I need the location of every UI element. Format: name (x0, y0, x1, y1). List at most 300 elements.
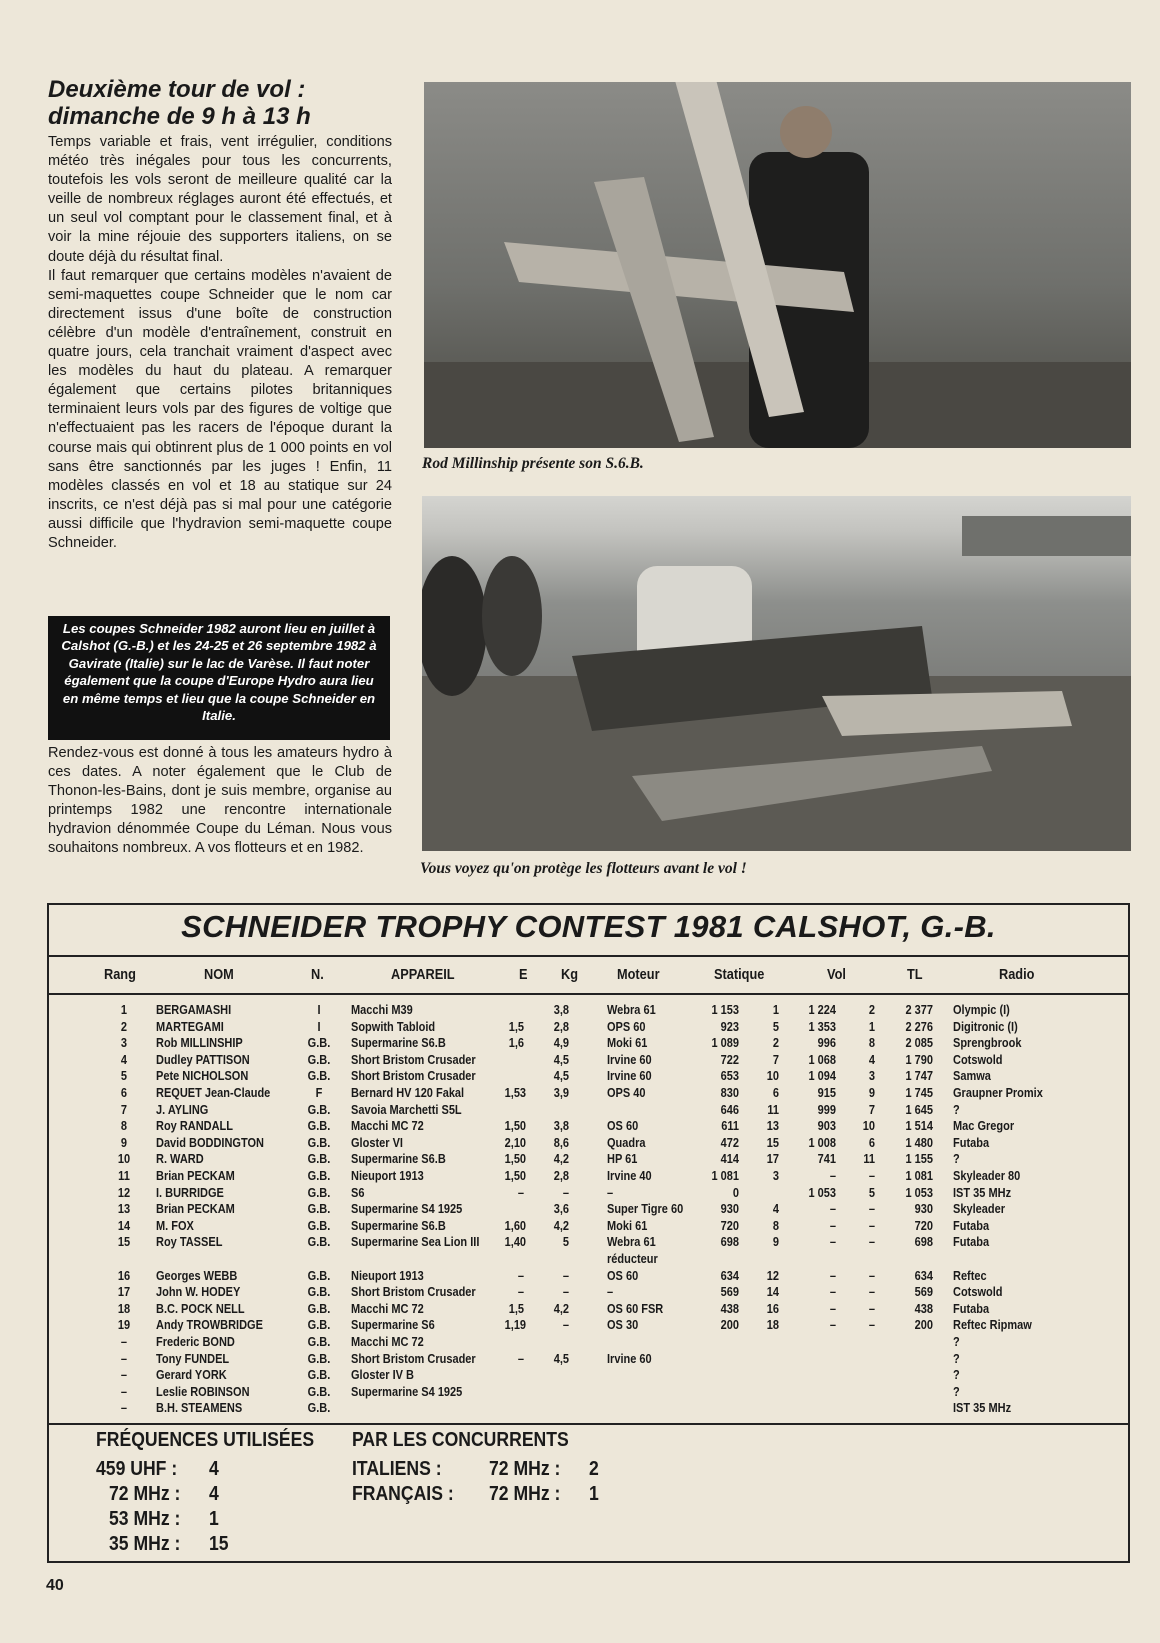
table-cell-vr: 1 (868, 1019, 875, 1034)
table-cell-appareil: Supermarine S6.B (351, 1152, 446, 1167)
table-cell-nom: Rob MILLINSHIP (156, 1036, 243, 1051)
table-cell-radio: ? (953, 1102, 960, 1117)
table-cell-vol: – (829, 1285, 836, 1300)
table-cell-rang: 17 (117, 1285, 131, 1300)
table-cell-rang: – (120, 1351, 128, 1366)
table-cell-n: G.B. (307, 1169, 331, 1183)
table-cell-rang: 7 (120, 1102, 128, 1117)
table-cell-appareil: Macchi M39 (351, 1003, 413, 1017)
table-cell-n: G.B. (307, 1052, 331, 1067)
table-cell-nom: REQUET Jean-Claude (156, 1086, 271, 1100)
table-cell-sr: 14 (766, 1285, 779, 1300)
table-cell-n: G.B. (307, 1268, 331, 1283)
table-cell-rang: 14 (117, 1218, 131, 1233)
freq-count: 2 (589, 1458, 599, 1480)
table-cell-radio: Sprengbrook (953, 1036, 1022, 1051)
table-cell-sr: 1 (772, 1003, 779, 1017)
table-cell-moteur: OS 60 (607, 1119, 639, 1134)
column-header-radio: Radio (999, 967, 1035, 983)
divider (49, 1423, 1128, 1425)
table-cell-appareil: Macchi MC 72 (351, 1119, 424, 1134)
table-cell-kg: – (562, 1185, 569, 1200)
table-cell-nom: B.C. POCK NELL (156, 1301, 245, 1316)
table-cell-n: G.B. (307, 1384, 331, 1399)
table-cell-vol: 741 (817, 1152, 836, 1167)
table-cell-rang: – (120, 1335, 128, 1349)
table-cell-vr: – (868, 1235, 875, 1250)
table-cell-n: G.B. (307, 1285, 331, 1300)
table-cell-radio: Samwa (953, 1069, 991, 1084)
table-cell-radio: ? (953, 1351, 960, 1366)
table-cell-rang: 18 (117, 1301, 131, 1316)
table-cell-moteur: Moki 61 (607, 1036, 648, 1051)
table-cell-tl: 1 645 (905, 1102, 933, 1117)
table-cell-moteur: – (607, 1185, 614, 1200)
column-header-n: N. (311, 967, 324, 983)
table-cell-rang: – (120, 1384, 128, 1399)
table-cell-vr: 7 (868, 1102, 875, 1117)
table-cell-nom: Dudley PATTISON (156, 1052, 250, 1067)
table-cell-sr: 17 (766, 1152, 779, 1167)
table-cell-tl: 1 745 (905, 1086, 933, 1100)
table-cell-kg: 4,5 (553, 1069, 569, 1084)
table-cell-n: G.B. (307, 1202, 331, 1217)
table-cell-radio: Reftec Ripmaw (953, 1318, 1032, 1333)
table-cell-e: 1,50 (504, 1152, 527, 1167)
table-cell-vol: – (829, 1202, 836, 1217)
table-cell-kg: 4,2 (553, 1301, 569, 1316)
table-cell-statique: 569 (720, 1285, 739, 1300)
table-cell-appareil: Nieuport 1913 (351, 1169, 424, 1183)
table-cell-rang: 2 (120, 1019, 128, 1034)
table-cell-radio: Digitronic (I) (953, 1019, 1018, 1034)
freq-band: 72 MHz : (109, 1483, 181, 1505)
table-cell-appareil: Short Bristom Crusader (351, 1285, 476, 1300)
table-cell-kg: 3,8 (553, 1003, 569, 1017)
table-cell-vol: 996 (817, 1036, 836, 1051)
table-cell-rang: 10 (117, 1152, 131, 1167)
freq-band: 53 MHz : (109, 1508, 181, 1530)
photo-caption: Rod Millinship présente son S.6.B. (422, 455, 644, 472)
table-cell-kg: – (562, 1285, 569, 1300)
table-cell-statique: 698 (720, 1235, 739, 1250)
table-cell-vr: – (868, 1218, 875, 1233)
table-cell-appareil: Supermarine S4 1925 (351, 1384, 463, 1399)
info-box: Les coupes Schneider 1982 auront lieu en juillet à Calshot (G.-B.) et les 24-25 et 26 septembre 1982 à Gavirate (Italie) sur le lac de Varèse. Il faut noter également que la coupe d'Europe Hydro aura lieu en même temps et lieu que la coupe Schneider en Italie. (48, 616, 390, 740)
table-cell-tl: 930 (914, 1202, 933, 1217)
table-cell-rang: 5 (120, 1069, 128, 1084)
photo-pilots-on-beach (422, 496, 1131, 851)
table-cell-n: G.B. (307, 1185, 331, 1200)
seaplane-photo-illustration (424, 82, 1131, 448)
section-heading: dimanche de 9 h à 13 h (48, 103, 311, 130)
table-cell-radio: IST 35 MHz (953, 1185, 1012, 1200)
table-cell-statique: 1 153 (711, 1003, 739, 1017)
table-cell-statique: 923 (720, 1019, 739, 1034)
table-cell-appareil: Short Bristom Crusader (351, 1351, 476, 1366)
table-cell-e: – (517, 1185, 524, 1200)
table-cell-tl: 2 085 (905, 1036, 933, 1051)
table-cell-nom: M. FOX (156, 1218, 194, 1233)
table-cell-rang: 12 (117, 1185, 131, 1200)
table-cell-n: G.B. (307, 1218, 331, 1233)
freq-title: FRÉQUENCES UTILISÉES (96, 1429, 315, 1451)
table-cell-e: 1,40 (504, 1235, 527, 1250)
table-cell-moteur: – (607, 1285, 614, 1300)
freq-count: 4 (209, 1458, 219, 1480)
table-cell-appareil: Supermarine S6.B (351, 1036, 446, 1051)
table-cell-vol: – (829, 1218, 836, 1233)
table-cell-radio: Futaba (953, 1135, 990, 1150)
table-cell-vol: – (829, 1301, 836, 1316)
table-cell-radio: Skyleader (953, 1202, 1005, 1217)
table-cell-statique: 720 (720, 1218, 739, 1233)
table-cell-e: 1,5 (508, 1301, 524, 1316)
table-cell-vol: – (829, 1318, 836, 1333)
table-cell-kg: – (562, 1268, 569, 1283)
table-cell-kg: 3,9 (553, 1086, 569, 1100)
table-cell-radio: Futaba (953, 1301, 990, 1316)
table-cell-moteur: Quadra (607, 1135, 646, 1150)
table-cell-tl: 438 (914, 1301, 933, 1316)
table-cell-radio: Cotswold (953, 1052, 1003, 1067)
table-cell-appareil: Supermarine S4 1925 (351, 1202, 463, 1217)
beach-photo-illustration (422, 496, 1131, 851)
table-cell-kg: 4,5 (553, 1351, 569, 1366)
table-cell-sr: 13 (766, 1119, 779, 1134)
table-cell-nom: Frederic BOND (156, 1335, 235, 1349)
table-cell-nom: Tony FUNDEL (156, 1351, 230, 1366)
table-cell-n: G.B. (307, 1351, 331, 1366)
table-cell-n: G.B. (307, 1152, 331, 1167)
table-cell-nom: Roy TASSEL (156, 1235, 223, 1250)
table-cell-vol: – (829, 1235, 836, 1250)
table-cell-moteur: OS 60 FSR (607, 1301, 664, 1316)
table-cell-vol: 999 (817, 1102, 836, 1117)
table-cell-vr: 10 (862, 1119, 875, 1134)
table-cell-tl: 1 790 (905, 1052, 933, 1067)
table-cell-kg: 4,2 (553, 1152, 569, 1167)
column-header-vol: Vol (827, 967, 846, 983)
freq-count: 1 (589, 1483, 599, 1505)
table-cell-rang: 13 (117, 1202, 131, 1217)
table-cell-moteur: réducteur (607, 1252, 658, 1266)
table-cell-statique: 634 (720, 1268, 739, 1283)
table-cell-tl: 2 377 (905, 1003, 933, 1017)
table-cell-sr: 3 (772, 1169, 779, 1183)
results-table (47, 903, 1130, 1563)
table-cell-appareil: Supermarine S6 (351, 1318, 435, 1333)
table-cell-n: G.B. (307, 1036, 331, 1051)
table-cell-nom: Leslie ROBINSON (156, 1384, 250, 1399)
table-cell-moteur: Irvine 40 (607, 1169, 652, 1183)
table-title: SCHNEIDER TROPHY CONTEST 1981 CALSHOT, G.-B. (181, 909, 996, 944)
table-cell-e: – (517, 1285, 524, 1300)
column-header-kg: Kg (561, 967, 579, 983)
freq-count: 15 (209, 1533, 229, 1555)
table-cell-nom: Pete NICHOLSON (156, 1069, 249, 1084)
table-cell-n: F (315, 1086, 323, 1100)
table-cell-radio: ? (953, 1335, 960, 1349)
column-header-rang: Rang (104, 967, 136, 983)
table-cell-n: I (317, 1003, 321, 1017)
table-cell-appareil: Supermarine S6.B (351, 1218, 446, 1233)
table-cell-vr: 11 (863, 1152, 875, 1167)
table-cell-n: G.B. (307, 1119, 331, 1134)
table-cell-statique: 646 (720, 1102, 739, 1117)
table-cell-moteur: Super Tigre 60 (607, 1202, 684, 1217)
table-cell-nom: J. AYLING (156, 1102, 209, 1117)
table-cell-rang: 15 (117, 1235, 131, 1250)
table-cell-moteur: OPS 40 (607, 1086, 646, 1100)
table-cell-vol: 903 (817, 1119, 836, 1134)
table-cell-tl: 1 155 (905, 1152, 933, 1167)
table-cell-appareil: Nieuport 1913 (351, 1268, 424, 1283)
table-cell-moteur: HP 61 (607, 1152, 638, 1167)
table-cell-nom: Roy RANDALL (156, 1119, 233, 1134)
table-cell-nom: MARTEGAMI (156, 1019, 224, 1034)
table-cell-appareil: Short Bristom Crusader (351, 1069, 476, 1084)
table-cell-vol: – (829, 1268, 836, 1283)
table-cell-radio: Futaba (953, 1218, 990, 1233)
photo-caption: Vous voyez qu'on protège les flotteurs avant le vol ! (420, 860, 747, 877)
table-cell-e: 1,53 (504, 1086, 527, 1100)
column-header-appareil: APPAREIL (391, 967, 455, 983)
table-cell-tl: 1 480 (905, 1135, 933, 1150)
table-cell-statique: 414 (720, 1152, 739, 1167)
table-cell-radio: Mac Gregor (953, 1119, 1015, 1134)
table-cell-statique: 930 (720, 1202, 739, 1217)
freq-band: 35 MHz : (109, 1533, 181, 1555)
table-cell-vr: – (868, 1169, 875, 1183)
table-cell-tl: 200 (914, 1318, 933, 1333)
table-cell-vr: 6 (868, 1135, 875, 1150)
table-cell-kg: 4,9 (553, 1036, 569, 1051)
table-cell-tl: 698 (914, 1235, 933, 1250)
table-cell-e: 1,5 (508, 1019, 524, 1034)
table-cell-e: – (517, 1351, 524, 1366)
table-cell-kg: 3,8 (553, 1119, 569, 1134)
paragraph: Temps variable et frais, vent irrégulier, conditions météo très inégales pour tous les concurrents, toutefois les vols seront de meilleure qualité car la veille de nombreux réglages auront été effectués, et un seul vol comptant pour le classement final, et à voir la mine réjouie des supporters italiens, on se doute déjà du résultat final. (48, 134, 392, 265)
table-cell-tl: 634 (914, 1268, 933, 1283)
table-cell-sr: 4 (772, 1202, 779, 1217)
table-cell-kg: 3,6 (553, 1202, 569, 1217)
table-cell-rang: 1 (120, 1003, 128, 1017)
table-cell-sr: 18 (766, 1318, 779, 1333)
page-number: 40 (46, 1577, 64, 1594)
table-cell-radio: Olympic (I) (953, 1003, 1010, 1017)
table-cell-tl: 569 (914, 1285, 933, 1300)
table-cell-appareil: Supermarine Sea Lion III (351, 1235, 480, 1250)
paragraph: Rendez-vous est donné à tous les amateurs hydro à ces dates. A noter également que le Club de Thonon-les-Bains, dont je suis membre, organise au printemps 1982 une rencontre internationale hydravion dénommée Coupe du Léman. Nous vous souhaitons nombreux. A vos flotteurs et en 1982. (48, 745, 392, 857)
freq-country: ITALIENS : (352, 1458, 442, 1480)
table-cell-e: 1,60 (504, 1218, 527, 1233)
table-cell-appareil: Macchi MC 72 (351, 1335, 424, 1349)
table-cell-vr: 2 (868, 1003, 875, 1017)
table-cell-appareil: Bernard HV 120 Fakal (351, 1086, 465, 1100)
table-cell-radio: Futaba (953, 1235, 990, 1250)
table-cell-vr: 3 (868, 1069, 875, 1084)
table-cell-sr: 16 (766, 1301, 779, 1316)
table-cell-n: G.B. (307, 1335, 331, 1349)
table-cell-tl: 1 081 (905, 1169, 933, 1183)
table-cell-vr: – (868, 1301, 875, 1316)
table-cell-kg: 2,8 (553, 1169, 569, 1183)
table-cell-vr: 5 (868, 1185, 875, 1200)
table-cell-statique: 1 081 (711, 1169, 739, 1183)
freq-band: 459 UHF : (96, 1458, 178, 1480)
table-cell-appareil: Savoia Marchetti S5L (351, 1102, 462, 1117)
table-cell-n: G.B. (307, 1301, 331, 1316)
table-cell-e: – (517, 1268, 524, 1283)
paragraph: Il faut remarquer que certains modèles n'avaient de semi-maquettes coupe Schneider que le nom car directement issus d'une boîte de construction célèbre d'un modèle d'entraînement, construit en quatre jours, cela tranchait vraiment d'aspect avec les modèles du haut du plateau. A remarquer également que certains pilotes britanniques terminaient leurs vols par des figures de voltige que n'effectuaient pas les racers de l'époque durant la course mais qui obtinrent plus de 1 000 points en vol sans être sanctionnés par les juges ! Enfin, 11 modèles classés en vol et 18 au statique sur 24 inscrits, ce n'est déjà pas si mal pour une catégorie aussi difficile que l'hydravion semi-maquette coupe Schneider. (48, 267, 392, 551)
table-cell-vr: – (868, 1268, 875, 1283)
table-cell-statique: 438 (720, 1301, 739, 1316)
table-cell-nom: I. BURRIDGE (156, 1185, 224, 1200)
table-cell-n: G.B. (307, 1401, 331, 1416)
table-cell-vol: – (829, 1169, 836, 1183)
table-cell-appareil: S6 (351, 1185, 365, 1200)
table-cell-statique: 1 089 (711, 1036, 739, 1051)
table-cell-statique: 653 (720, 1069, 739, 1084)
table-cell-appareil: Sopwith Tabloid (351, 1019, 436, 1034)
freq-count: 1 (209, 1508, 219, 1530)
divider (49, 993, 1128, 995)
table-cell-moteur: OPS 60 (607, 1019, 646, 1034)
table-cell-nom: Andy TROWBRIDGE (156, 1318, 263, 1333)
table-cell-tl: 1 514 (905, 1119, 933, 1134)
table-cell-radio: ? (953, 1152, 960, 1167)
table-cell-sr: 9 (772, 1235, 779, 1250)
table-cell-appareil: Macchi MC 72 (351, 1301, 424, 1316)
table-cell-sr: 10 (766, 1069, 779, 1084)
table-cell-statique: 472 (720, 1135, 739, 1150)
table-cell-moteur: Irvine 60 (607, 1069, 652, 1084)
table-cell-moteur: Webra 61 (607, 1235, 656, 1250)
column-header-statique: Statique (714, 967, 765, 983)
table-cell-n: G.B. (307, 1318, 331, 1333)
table-cell-vol: 1 053 (808, 1185, 836, 1200)
table-cell-moteur: OS 30 (607, 1318, 639, 1333)
table-cell-e: 1,50 (504, 1169, 527, 1183)
table-cell-moteur: Moki 61 (607, 1218, 648, 1233)
table-cell-nom: BERGAMASHI (156, 1003, 232, 1017)
table-cell-radio: IST 35 MHz (953, 1401, 1012, 1416)
freq-band: 72 MHz : (489, 1458, 561, 1480)
table-cell-rang: 6 (120, 1086, 128, 1100)
photo-rod-millinship (424, 82, 1131, 448)
table-cell-kg: – (562, 1318, 569, 1333)
table-cell-appareil: Short Bristom Crusader (351, 1052, 476, 1067)
table-cell-sr: 11 (767, 1102, 779, 1117)
table-cell-vr: 4 (868, 1052, 875, 1067)
table-cell-statique: 611 (721, 1119, 739, 1134)
table-cell-n: G.B. (307, 1069, 331, 1084)
freq-band: 72 MHz : (489, 1483, 561, 1505)
freq-count: 4 (209, 1483, 219, 1505)
table-cell-sr: 15 (766, 1135, 779, 1150)
freq-title: PAR LES CONCURRENTS (352, 1429, 569, 1451)
table-cell-kg: 4,5 (553, 1052, 569, 1067)
column-header-e: E (519, 967, 528, 983)
table-cell-sr: 2 (772, 1036, 779, 1051)
table-cell-tl: 2 276 (905, 1019, 933, 1034)
table-cell-e: 1,6 (508, 1036, 524, 1051)
table-cell-kg: 4,2 (553, 1218, 569, 1233)
table-cell-n: G.B. (307, 1235, 331, 1250)
table-cell-radio: Reftec (953, 1268, 987, 1283)
table-cell-tl: 1 053 (905, 1185, 933, 1200)
table-cell-sr: 5 (772, 1019, 779, 1034)
table-cell-tl: 1 747 (905, 1069, 933, 1084)
table-cell-tl: 720 (914, 1218, 933, 1233)
table-cell-sr: 7 (772, 1052, 779, 1067)
table-cell-nom: Georges WEBB (156, 1268, 238, 1283)
table-cell-nom: John W. HODEY (156, 1285, 241, 1300)
table-cell-nom: David BODDINGTON (156, 1135, 264, 1150)
table-cell-moteur: Irvine 60 (607, 1052, 652, 1067)
table-cell-nom: Brian PECKAM (156, 1202, 235, 1217)
table-cell-nom: B.H. STEAMENS (156, 1401, 243, 1416)
table-cell-rang: 11 (118, 1169, 130, 1183)
table-cell-statique: 0 (732, 1185, 739, 1200)
table-cell-vr: – (868, 1318, 875, 1333)
section-heading: Deuxième tour de vol : (48, 76, 306, 103)
table-cell-radio: Cotswold (953, 1285, 1003, 1300)
table-cell-radio: ? (953, 1368, 960, 1383)
table-cell-radio: Graupner Promix (953, 1086, 1043, 1100)
table-cell-appareil: Gloster IV B (351, 1368, 414, 1383)
table-cell-vol: 1 353 (808, 1019, 836, 1034)
table-cell-n: I (317, 1019, 321, 1034)
column-header-nom: NOM (204, 967, 234, 983)
table-cell-vol: 1 068 (808, 1052, 836, 1067)
table-cell-rang: – (120, 1401, 128, 1416)
table-cell-vol: 1 094 (808, 1069, 836, 1084)
table-cell-rang: – (120, 1368, 128, 1383)
table-cell-kg: 8,6 (553, 1135, 569, 1150)
table-cell-n: G.B. (307, 1135, 331, 1150)
table-cell-radio: ? (953, 1384, 960, 1399)
table-cell-statique: 722 (720, 1052, 739, 1067)
table-cell-moteur: Webra 61 (607, 1003, 656, 1017)
table-cell-e: 2,10 (504, 1135, 527, 1150)
table-cell-nom: R. WARD (156, 1152, 204, 1167)
column-header-moteur: Moteur (617, 967, 660, 983)
table-cell-nom: Gerard YORK (156, 1368, 227, 1383)
table-cell-statique: 200 (720, 1318, 739, 1333)
table-cell-rang: 19 (117, 1318, 131, 1333)
table-cell-rang: 16 (117, 1268, 131, 1283)
table-cell-e: 1,50 (504, 1119, 527, 1134)
article-body (48, 133, 392, 553)
table-cell-moteur: Irvine 60 (607, 1351, 652, 1366)
table-cell-vol: 1 008 (808, 1135, 836, 1150)
table-cell-moteur: OS 60 (607, 1268, 639, 1283)
table-cell-nom: Brian PECKAM (156, 1169, 235, 1183)
table-cell-rang: 9 (120, 1135, 128, 1150)
table-cell-vr: – (868, 1285, 875, 1300)
divider (49, 955, 1128, 957)
table-cell-vr: 8 (868, 1036, 875, 1051)
freq-country: FRANÇAIS : (352, 1483, 454, 1505)
table-cell-rang: 3 (120, 1036, 128, 1051)
table-cell-sr: 12 (766, 1268, 779, 1283)
table-cell-kg: 2,8 (553, 1019, 569, 1034)
table-cell-vr: – (868, 1202, 875, 1217)
table-cell-statique: 830 (720, 1086, 739, 1100)
table-cell-appareil: Gloster VI (351, 1135, 403, 1150)
